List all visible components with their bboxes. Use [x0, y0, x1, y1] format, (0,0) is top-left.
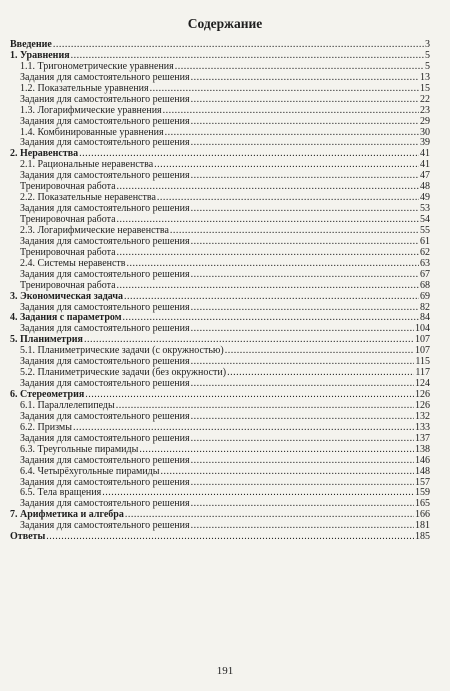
toc-entry — [10, 467, 430, 478]
toc-entry-page: 107 — [415, 345, 430, 357]
dot-leader — [227, 368, 414, 379]
dot-leader — [191, 95, 419, 106]
toc-entry-label: Задания для самостоятельного решения — [20, 476, 190, 488]
toc-entry-page: 126 — [415, 389, 430, 400]
toc-entry — [10, 456, 430, 467]
toc-entry-page: 166 — [415, 509, 430, 521]
dot-leader — [191, 324, 414, 335]
toc-entry — [10, 117, 430, 128]
toc-entry-label: Задания для самостоятельного решения — [20, 301, 190, 313]
toc-entry-page: 55 — [420, 224, 430, 236]
toc-entry-page: 104 — [415, 323, 430, 335]
toc-entry — [10, 292, 430, 303]
toc-entry-page: 41 — [420, 159, 430, 171]
dot-leader — [161, 467, 415, 478]
toc-entry-label: Задания для самостоятельного решения — [20, 432, 190, 444]
dot-leader — [165, 128, 419, 139]
toc-entry-page: 159 — [415, 487, 430, 499]
toc-entry-page: 67 — [420, 268, 430, 280]
toc-entry-page: 39 — [420, 137, 430, 149]
toc-entry-page: 49 — [420, 192, 430, 204]
toc-entry-page: 48 — [420, 181, 430, 193]
toc-entry-page: 5 — [425, 60, 430, 72]
toc-entry-page: 157 — [415, 476, 430, 488]
toc-entry-label: Тренировочная работа — [20, 181, 116, 193]
page-title: Содержание — [187, 16, 263, 31]
dot-leader — [191, 499, 414, 510]
dot-leader — [191, 303, 419, 314]
toc-entry — [10, 532, 430, 543]
toc-entry-page: 181 — [415, 520, 430, 532]
dot-leader — [117, 248, 419, 259]
toc-entry-label: Задания для самостоятельного решения — [20, 520, 190, 532]
toc-entry — [10, 95, 430, 106]
dot-leader — [191, 270, 419, 281]
dot-leader — [124, 292, 419, 303]
toc-entry-label: 6.1. Параллелепипеды — [20, 399, 115, 411]
dot-leader — [157, 193, 419, 204]
toc-entry-label: 6.2. Призмы — [20, 421, 72, 433]
toc-entry — [10, 281, 430, 292]
toc-entry-label: 2.2. Показательные неравенства — [20, 192, 156, 204]
toc-entry-page: 41 — [420, 148, 430, 160]
toc-entry-label: 2. Неравенства — [10, 148, 79, 160]
dot-leader — [191, 379, 414, 390]
toc-entry-page: 15 — [420, 82, 430, 94]
toc-entry-page: 146 — [415, 454, 430, 466]
toc-entry-label: Задания для самостоятельного решения — [20, 356, 190, 368]
dot-leader — [85, 390, 414, 401]
dot-leader — [191, 237, 419, 248]
dot-leader — [191, 204, 419, 215]
toc-entry-label: Тренировочная работа — [20, 246, 116, 258]
toc-entry-page: 53 — [420, 203, 430, 215]
dot-leader — [225, 346, 414, 357]
toc-entry-label: Задания для самостоятельного решения — [20, 323, 190, 335]
toc-entry-page: 54 — [420, 214, 430, 225]
toc-entry-page: 133 — [415, 421, 430, 433]
toc-entry-page: 137 — [415, 432, 430, 444]
toc-entry-label: Задания для самостоятельного решения — [20, 454, 190, 466]
toc-entry-label: Задания для самостоятельного решения — [20, 93, 190, 105]
toc-entry-label: 4. Задания с параметром — [10, 312, 122, 324]
toc-entry-page: 23 — [420, 104, 430, 116]
toc-entry-page: 22 — [420, 93, 430, 105]
toc-entry-page: 138 — [415, 443, 430, 455]
dot-leader — [117, 281, 419, 292]
toc-entry-page: 69 — [420, 290, 430, 302]
dot-leader — [163, 106, 419, 117]
toc-entry-label: 2.1. Рациональные неравенства — [20, 159, 154, 171]
toc-entry-page: 132 — [415, 410, 430, 422]
toc-entry-page: 84 — [420, 312, 430, 324]
dot-leader — [154, 160, 419, 171]
toc-entry — [10, 106, 430, 117]
toc-entry-label: 5. Планиметрия — [10, 334, 83, 346]
dot-leader — [117, 182, 419, 193]
toc-entry-label: Задания для самостоятельного решения — [20, 268, 190, 280]
toc-entry-label: Задания для самостоятельного решения — [20, 71, 190, 83]
toc-entry-label: Задания для самостоятельного решения — [20, 137, 190, 149]
toc-entry-page: 62 — [420, 246, 430, 258]
toc-entry-label: 5.2. Планиметрические задачи (без окружности) — [20, 367, 227, 379]
toc-entry — [10, 521, 430, 532]
toc-entry-label: 5.1. Планиметрические задачи (с окружностью) — [20, 345, 224, 357]
toc-entry — [10, 412, 430, 423]
toc-entry-label: Тренировочная работа — [20, 279, 116, 291]
dot-leader — [53, 40, 424, 51]
page-number: 191 — [216, 665, 234, 677]
toc-entry-label: 1.3. Логарифмические уравнения — [20, 104, 162, 116]
toc-entry-label: 7. Арифметика и алгебра — [10, 509, 124, 521]
toc-entry-label: Задания для самостоятельного решения — [20, 498, 190, 510]
dot-leader — [191, 117, 419, 128]
toc-entry-label: Ответы — [10, 531, 46, 543]
dot-leader — [191, 434, 414, 445]
toc-entry-label: Введение — [10, 39, 52, 50]
toc-entry-page: 115 — [415, 356, 430, 368]
toc-entry-page: 82 — [420, 301, 430, 313]
toc-entry-page: 5 — [425, 49, 430, 61]
toc-entry — [10, 40, 430, 51]
toc-entry-page: 185 — [415, 531, 430, 543]
toc-entry-page: 148 — [415, 465, 430, 477]
dot-leader — [139, 445, 414, 456]
toc-entry-label: 1.1. Тригонометрические уравнения — [20, 60, 174, 72]
dot-leader — [150, 84, 419, 95]
table-of-contents — [10, 40, 430, 543]
dot-leader — [191, 521, 414, 532]
toc-entry-label: 2.3. Логарифмические неравенства — [20, 224, 169, 236]
toc-entry-page: 165 — [415, 498, 430, 510]
dot-leader — [191, 138, 419, 149]
dot-leader — [170, 226, 419, 237]
toc-entry-page: 61 — [420, 235, 430, 247]
toc-entry-page: 124 — [415, 378, 430, 390]
toc-entry-label: 3. Экономическая задача — [10, 290, 124, 302]
toc-entry-label: Задания для самостоятельного решения — [20, 235, 190, 247]
toc-entry-page: 117 — [415, 367, 430, 379]
toc-entry — [10, 270, 430, 281]
dot-leader — [175, 62, 424, 73]
toc-entry-page: 47 — [420, 170, 430, 182]
toc-entry-label: 6. Стереометрия — [10, 389, 85, 400]
dot-leader — [191, 171, 419, 182]
dot-leader — [191, 456, 414, 467]
toc-entry-label: 6.5. Тела вращения — [20, 487, 102, 499]
toc-entry-label: Задания для самостоятельного решения — [20, 378, 190, 390]
toc-entry-label: 1. Уравнения — [10, 49, 70, 61]
toc-entry-label: Задания для самостоятельного решения — [20, 203, 190, 215]
toc-entry-page: 126 — [415, 399, 430, 411]
toc-entry-label: 1.2. Показательные уравнения — [20, 82, 149, 94]
toc-entry — [10, 445, 430, 456]
dot-leader — [191, 478, 414, 489]
dot-leader — [191, 412, 414, 423]
toc-entry-label: 1.4. Комбинированные уравнения — [20, 126, 164, 138]
toc-entry-page: 63 — [420, 257, 430, 269]
toc-entry-label: Задания для самостоятельного решения — [20, 170, 190, 182]
toc-entry-label: Задания для самостоятельного решения — [20, 410, 190, 422]
toc-entry-page: 107 — [415, 334, 430, 346]
toc-entry-page: 29 — [420, 115, 430, 127]
toc-entry-label: Тренировочная работа — [20, 214, 116, 225]
toc-entry-label: 2.4. Системы неравенств — [20, 257, 126, 269]
toc-entry-page: 3 — [425, 39, 430, 50]
toc-entry-label: 6.4. Четырёхугольные пирамиды — [20, 465, 160, 477]
dot-leader — [46, 532, 414, 543]
toc-entry-label: Задания для самостоятельного решения — [20, 115, 190, 127]
dot-leader — [191, 73, 419, 84]
toc-entry-page: 30 — [420, 126, 430, 138]
toc-entry-page: 13 — [420, 71, 430, 83]
toc-entry-label: 6.3. Треугольные пирамиды — [20, 443, 139, 455]
toc-entry-page: 68 — [420, 279, 430, 291]
